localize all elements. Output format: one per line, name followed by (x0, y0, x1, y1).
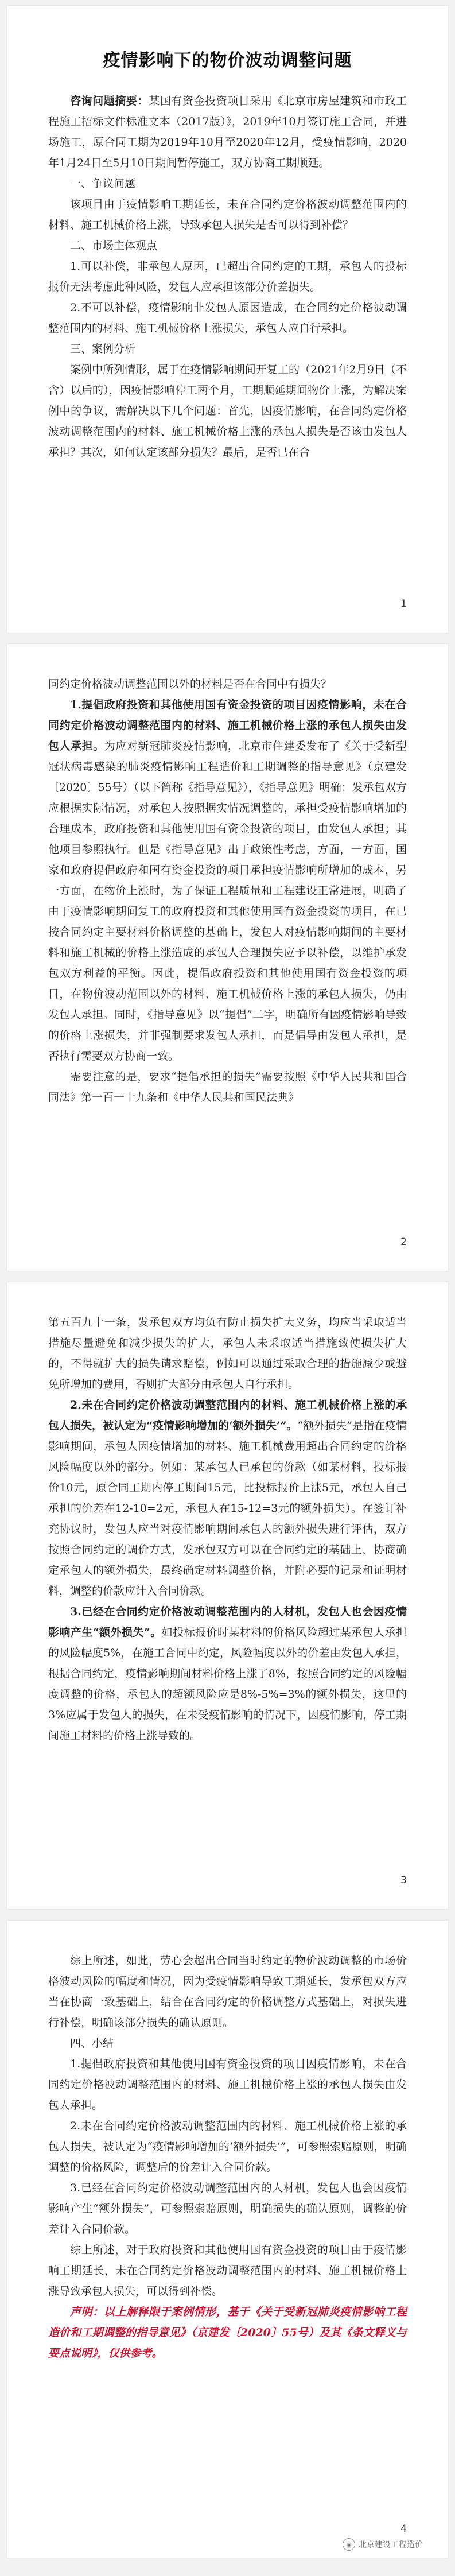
page-number: 3 (400, 1875, 407, 1886)
page-content (48, 1312, 407, 1746)
paragraph: 二、市场主体观点 (70, 239, 158, 252)
document-page-3 (7, 1282, 448, 1909)
paragraph-text: 某国有资金投资项目采用《北京市房屋建筑和市政工程施工招标文件标准文本（2017版）》，2019年10月签订施工合同，并进场施工，原合同工期为2019年10月至2020年12月，受疫情影响，2020年1月24日至5月10日期间暂停施工，双方协商工期顺延。 (48, 95, 407, 169)
paragraph: 案例中所列情形，属于在疫情影响期间开复工的（2021年2月9日（不含）以后的），因疫情影响停工两个月，工期顺延期间物价上涨，为解决案例中的争议，需解决以下几个问题：首先，因疫情影响，在合同约定价格波动调整范围内的材料、施工机械价格上涨的承包人损失是否该由发包人承担？其次，如何认定该部分损失？最后，是否已在合 (48, 363, 407, 459)
paragraph (48, 91, 407, 173)
watermark-text: 北京建设工程造价 (359, 2540, 423, 2550)
page-body (48, 1312, 407, 1746)
paragraph (48, 1601, 407, 1746)
paragraph: 1.可以补偿，非承包人原因，已超出合同约定的工期，承包人的投标报价无法考虑此种风险，发包人应承担该部分价差损失。 (48, 260, 407, 293)
page-number: 2 (400, 1236, 407, 1248)
document-title: 疫情影响下的物价波动调整问题 (103, 51, 352, 71)
page-content (48, 36, 407, 463)
paragraph: 同约定价格波动调整范围以外的材料是否在合同中有损失？ (48, 678, 332, 690)
bold-heading: 2.未在合同约定价格波动调整范围内的材料、施工机械价格上涨的承包人损失，被认定为“疫情影响增加的‘额外损失’”。 (48, 1399, 407, 1432)
paragraph: 2.未在合同约定价格波动调整范围内的材料、施工机械价格上涨的承包人损失，被认定为“疫情影响增加的‘额外损失’”，可参照索赔原则，明确调整的价格风险，调整后的价差计入合同价款。 (48, 2120, 407, 2174)
page-number: 4 (400, 2523, 407, 2535)
page-body (48, 1950, 407, 2364)
page-body (48, 91, 407, 463)
paragraph: 综上所述，如此，劳心会超出合同当时约定的物价波动调整的市场价格波动风险的幅度和情况，因为受疫情影响导致工期延长，发承包双方应当在协商一致基础上，结合在合同约定的价格调整方式基础上，对损失进行补偿，明确该部分损失的确认原则。 (48, 1954, 407, 2029)
paragraph-text: 为应对新冠肺炎疫情影响，北京市住建委发布了《关于受新型冠状病毒感染的肺炎疫情影响工程造价和工期调整的指导意见》（京建发〔2020〕55号）（以下简称《指导意见》），《指导意见》明确：发承包双方应根据实际情况，对承包人按照据实情况调整的，承担受疫情影响增加的合理成本，政府投资和其他使用国有资金投资的项目，由发包人承担；其他项目参照执行。但是《指导意见》出于政策性考虑，方面，一方面，国家和政府提倡政府和国有资金投资的项目承担疫情影响所增加的成本，另一方面，在物价上涨时，为了保证工程质量和工程建设正常进展，明确了由于疫情影响期间复工的政府投资和其他使用国有资金投资的项目，在已按合同约定主要材料价格调整的基础上，发包人对疫情影响期间的主要材料和施工机械的价格上涨造成的承包人合理损失应予以补偿，以维护承发包双方利益的平衡。因此，提倡政府投资和其他使用国有资金投资的项目，在物价波动范围以外的材料、施工机械价格上涨的承包人损失，仍由发包人承担。同时，《指导意见》以“提倡”二字，明确所有因疫情影响导致的价格上涨损失，并非强制要求发包人承担，而是倡导由发包人承担，是否执行需要双方协商一致。 (48, 740, 407, 1062)
bold-heading: 1.提倡政府投资和其他使用国有资金投资的项目因疫情影响，未在合同约定价格波动调整范围内的材料、施工机械价格上涨的承包人损失由发包人承担。 (48, 699, 407, 752)
paragraph: 需要注意的是，要求“提倡承担的损失”需要按照《中华人民共和国合同法》第一百一十九条和《中华人民共和国民法典》 (48, 1070, 407, 1104)
bold-heading: 3.已经在合同约定价格波动调整范围内的人材机，发包人也会因疫情影响产生“额外损失”。 (48, 1605, 407, 1639)
paragraph: 第五百九十一条，发承包双方均负有防止损失扩大义务，均应当采取适当措施尽量避免和减少损失的扩大，承包人未采取适当措施致使损失扩大的，不得就扩大的损失请求赔偿，例如可以通过采取合理的措施减少或避免所增加的费用，否则扩大部分由承包人自行承担。 (48, 1316, 407, 1391)
page-content (48, 674, 407, 1108)
paragraph: 三、案例分析 (70, 343, 136, 355)
watermark (343, 2538, 423, 2551)
paragraph: 综上所述，对于政府投资和其他使用国有资金投资的项目由于疫情影响工期延长，未在合同约定价格波动调整范围内的材料、施工机械价格上涨导致承包人损失，可以得到补偿。 (48, 2244, 407, 2298)
paragraph-text: 如投标报价时某材料的价格风险超过某承包人承担的风险幅度5%，在施工合同中约定，风险幅度以外的价差由发包人承担，根据合同约定，疫情影响期间材料价格上涨了8%，按照合同约定的风险幅度调整的价格，承包人的超额风险应是8%-5%=3%的额外损失，这里的3%应属于发包人的损失，在未受疫情影响的情况下，因疫情影响，停工期间施工材料的价格上涨导致的。 (48, 1626, 407, 1742)
document-page-4 (7, 1921, 448, 2558)
wechat-logo-icon: ◉ (343, 2538, 355, 2551)
paragraph: 一、争议问题 (70, 177, 136, 190)
paragraph (48, 1395, 407, 1601)
document-page-2 (7, 644, 448, 1271)
page-number: 1 (400, 598, 407, 610)
page-content (48, 1950, 407, 2364)
paragraph (48, 695, 407, 1066)
document-page-1 (7, 6, 448, 633)
paragraph-text: “额外损失”是指在疫情影响期间，承包人因疫情增加的材料、施工机械费用超出合同约定的价格风险幅度以外的部分。例如：某承包人已承包的价款（如某材料，投标报价10元，原合同工期内停工期间15元，比投标报价上涨5元，承包人自己承担的价差在12-10=2元，承包人在15-12=3元的额外损失）。在签订补充协议时，发包人应当对疫情影响期间承包人的额外损失进行评估，双方按照合同约定的调价方式，发承包双方可以在合同约定的基础上，协商确定承包人的额外损失，最终确定材料调整价格，并附必要的记录和证明材料，调整的价款应计入合同价款。 (48, 1419, 407, 1597)
page-body (48, 674, 407, 1108)
paragraph: 四、小结 (70, 2037, 114, 2050)
paragraph: 1.提倡政府投资和其他使用国有资金投资的项目因疫情影响，未在合同约定价格波动调整范围内的材料、施工机械价格上涨的承包人损失由发包人承担。 (48, 2058, 407, 2112)
declaration: 声明：以上解释限于案例情形，基于《关于受新冠肺炎疫情影响工程造价和工期调整的指导意见》（京建发〔2020〕55号）及其《条文释义与要点说明》，仅供参考。 (48, 2306, 407, 2360)
lead-label: 咨询问题摘要： (70, 95, 149, 107)
paragraph: 该项目由于疫情影响工期延长，未在合同约定价格波动调整范围内的材料、施工机械价格上涨，导致承包人损失是否可以得到补偿？ (48, 198, 407, 231)
paragraph: 3.已经在合同约定价格波动调整范围内的人材机，发包人也会因疫情影响产生“额外损失”，可参照索赔原则，明确损失的确认原则，调整的价差计入合同价款。 (48, 2182, 407, 2236)
paragraph: 2.不可以补偿，疫情影响非发包人原因造成，在合同约定价格波动调整范围内的材料、施工机械价格上涨损失，承包人应自行承担。 (48, 301, 407, 335)
